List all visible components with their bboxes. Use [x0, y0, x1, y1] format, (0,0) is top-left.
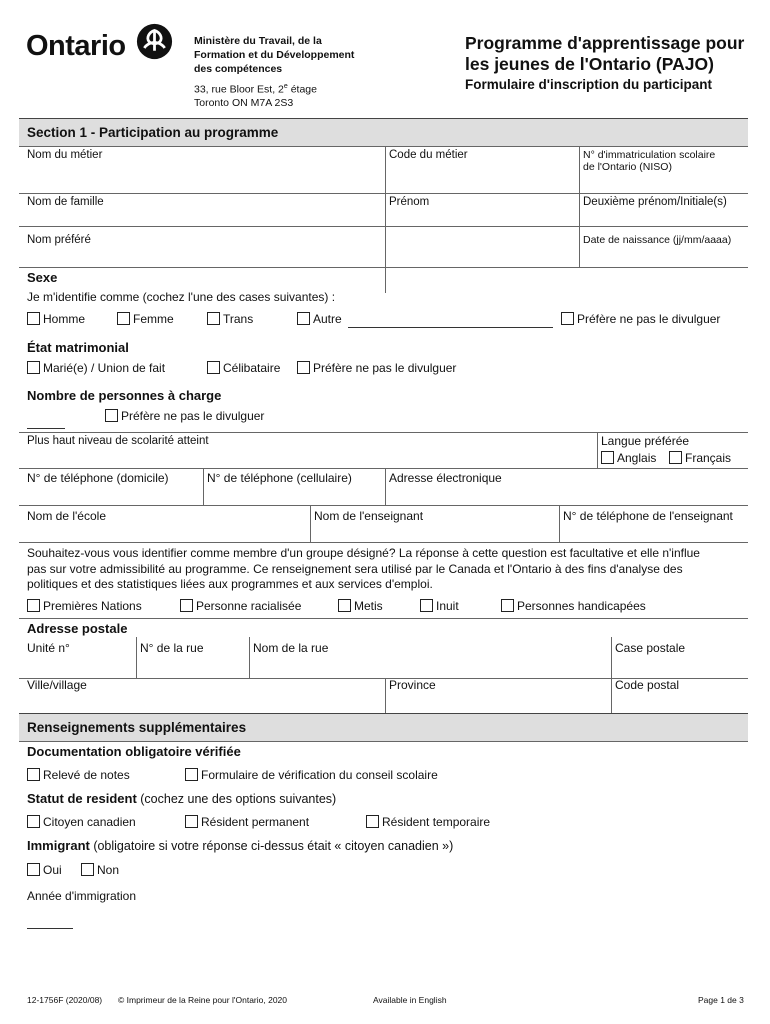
cell-phone-field[interactable]: N° de téléphone (cellulaire)	[207, 471, 352, 485]
group-inuit-checkbox[interactable]: Inuit	[420, 599, 459, 613]
checkbox-icon[interactable]	[561, 312, 574, 325]
sex-trans-checkbox[interactable]: Trans	[207, 312, 253, 326]
checkbox-icon[interactable]	[338, 599, 351, 612]
trillium-logo-icon	[136, 23, 173, 60]
trade-name-field[interactable]: Nom du métier	[27, 149, 103, 161]
checkbox-icon[interactable]	[185, 815, 198, 828]
po-box-field[interactable]: Case postale	[615, 641, 686, 655]
group-first-nations-checkbox[interactable]: Premières Nations	[27, 599, 142, 613]
form-subtitle: Formulaire d'inscription du participant	[465, 77, 712, 92]
first-name-field[interactable]: Prénom	[389, 196, 430, 208]
sex-femme-checkbox[interactable]: Femme	[117, 312, 174, 326]
home-phone-field[interactable]: N° de téléphone (domicile)	[27, 471, 169, 485]
education-level-field[interactable]: Plus haut niveau de scolarité atteint	[27, 435, 209, 447]
checkbox-icon[interactable]	[27, 599, 40, 612]
dependants-input[interactable]	[27, 428, 65, 429]
marital-heading: État matrimonial	[27, 340, 129, 355]
oen-field[interactable]: N° d'immatriculation scolaire de l'Ontario (NISO)	[583, 149, 716, 173]
sex-homme-checkbox[interactable]: Homme	[27, 312, 85, 326]
checkbox-icon[interactable]	[297, 361, 310, 374]
trade-code-field[interactable]: Code du métier	[389, 149, 468, 161]
checkbox-icon[interactable]	[669, 451, 682, 464]
temporary-resident-checkbox[interactable]: Résident temporaire	[366, 815, 490, 829]
checkbox-icon[interactable]	[27, 768, 40, 781]
ministry-address: 33, rue Bloor Est, 2e étage Toronto ON M7A 2S3	[194, 83, 317, 109]
additional-info-header: Renseignements supplémentaires	[19, 713, 748, 741]
preferred-name-field[interactable]: Nom préféré	[27, 234, 91, 246]
checkbox-icon[interactable]	[27, 815, 40, 828]
checkbox-icon[interactable]	[27, 312, 40, 325]
ministry-name: Ministère du Travail, de la Formation et du Développement des compétences	[194, 35, 355, 75]
postal-code-field[interactable]: Code postal	[615, 678, 680, 692]
group-racialized-checkbox[interactable]: Personne racialisée	[180, 599, 301, 613]
checkbox-icon[interactable]	[420, 599, 433, 612]
checkbox-icon[interactable]	[105, 409, 118, 422]
resident-status-heading: Statut de resident (cochez une des options suivantes)	[27, 791, 337, 806]
immigrant-no-checkbox[interactable]: Non	[81, 863, 119, 877]
sex-other-input[interactable]	[348, 327, 553, 328]
checkbox-icon[interactable]	[207, 312, 220, 325]
dependants-heading: Nombre de personnes à charge	[27, 388, 222, 403]
available-in-english: Available in English	[373, 995, 447, 1005]
immigrant-yes-checkbox[interactable]: Oui	[27, 863, 62, 877]
checkbox-icon[interactable]	[117, 312, 130, 325]
mailing-address-heading: Adresse postale	[27, 621, 128, 636]
checkbox-icon[interactable]	[297, 312, 310, 325]
immigration-year-input[interactable]	[27, 928, 73, 929]
street-name-field[interactable]: Nom de la rue	[253, 641, 329, 655]
marital-married-checkbox[interactable]: Marié(e) / Union de fait	[27, 361, 165, 375]
checkbox-icon[interactable]	[180, 599, 193, 612]
unit-number-field[interactable]: Unité n°	[27, 641, 70, 655]
last-name-field[interactable]: Nom de famille	[27, 196, 104, 208]
checkbox-icon[interactable]	[501, 599, 514, 612]
checkbox-icon[interactable]	[27, 863, 40, 876]
language-english-checkbox[interactable]: Anglais	[601, 451, 656, 465]
sex-heading: Sexe	[27, 270, 58, 285]
marital-single-checkbox[interactable]: Célibataire	[207, 361, 280, 375]
group-metis-checkbox[interactable]: Metis	[338, 599, 383, 613]
form-title: Programme d'apprentissage pour les jeunes de l'Ontario (PAJO)	[465, 33, 745, 74]
immigration-year-label: Année d'immigration	[27, 889, 137, 903]
sex-instruction: Je m'identifie comme (cochez l'une des cases suivantes) :	[27, 290, 336, 304]
school-board-form-checkbox[interactable]: Formulaire de vérification du conseil scolaire	[185, 768, 438, 782]
form-number: 12-1756F (2020/08)	[27, 995, 103, 1005]
school-name-field[interactable]: Nom de l'école	[27, 509, 106, 523]
middle-name-field[interactable]: Deuxième prénom/Initiale(s)	[583, 196, 727, 208]
permanent-resident-checkbox[interactable]: Résident permanent	[185, 815, 309, 829]
checkbox-icon[interactable]	[27, 361, 40, 374]
sex-autre-checkbox[interactable]: Autre	[297, 312, 342, 326]
city-field[interactable]: Ville/village	[27, 678, 87, 692]
checkbox-icon[interactable]	[601, 451, 614, 464]
section1-header: Section 1 - Participation au programme	[19, 118, 748, 146]
page-number: Page 1 de 3	[698, 995, 744, 1005]
email-field[interactable]: Adresse électronique	[389, 471, 502, 485]
checkbox-icon[interactable]	[185, 768, 198, 781]
language-heading: Langue préférée	[601, 434, 690, 448]
checkbox-icon[interactable]	[366, 815, 379, 828]
citizen-checkbox[interactable]: Citoyen canadien	[27, 815, 136, 829]
language-french-checkbox[interactable]: Français	[669, 451, 731, 465]
ontario-logo-text: Ontario	[26, 30, 126, 62]
immigrant-heading: Immigrant (obligatoire si votre réponse ci-dessus était « citoyen canadien »)	[27, 838, 454, 853]
copyright: © Imprimeur de la Reine pour l'Ontario, 2020	[118, 995, 287, 1005]
sex-undisclosed-checkbox[interactable]: Préfère ne pas le divulguer	[561, 312, 720, 326]
marital-undisclosed-checkbox[interactable]: Préfère ne pas le divulguer	[297, 361, 456, 375]
birth-date-field[interactable]: Date de naissance (jj/mm/aaaa)	[583, 234, 732, 246]
teacher-phone-field[interactable]: N° de téléphone de l'enseignant	[563, 509, 733, 523]
group-disabilities-checkbox[interactable]: Personnes handicapées	[501, 599, 646, 613]
province-field[interactable]: Province	[389, 678, 436, 692]
dependants-undisclosed-checkbox[interactable]: Préfère ne pas le divulguer	[105, 409, 264, 423]
street-number-field[interactable]: N° de la rue	[140, 641, 204, 655]
teacher-name-field[interactable]: Nom de l'enseignant	[314, 509, 424, 523]
transcript-checkbox[interactable]: Relevé de notes	[27, 768, 130, 782]
checkbox-icon[interactable]	[81, 863, 94, 876]
designated-group-question: Souhaitez-vous vous identifier comme membre d'un groupe désigné? La réponse à cette question est facultative et elle n'influe pas sur votre admissibilité au programme. Ce renseignement sera utilisé par le Canada et l'Ontario à des fins d'analyse des politiques et des statistiques liées aux programmes et aux services d'emploi.	[27, 546, 700, 591]
documentation-heading: Documentation obligatoire vérifiée	[27, 744, 241, 759]
checkbox-icon[interactable]	[207, 361, 220, 374]
